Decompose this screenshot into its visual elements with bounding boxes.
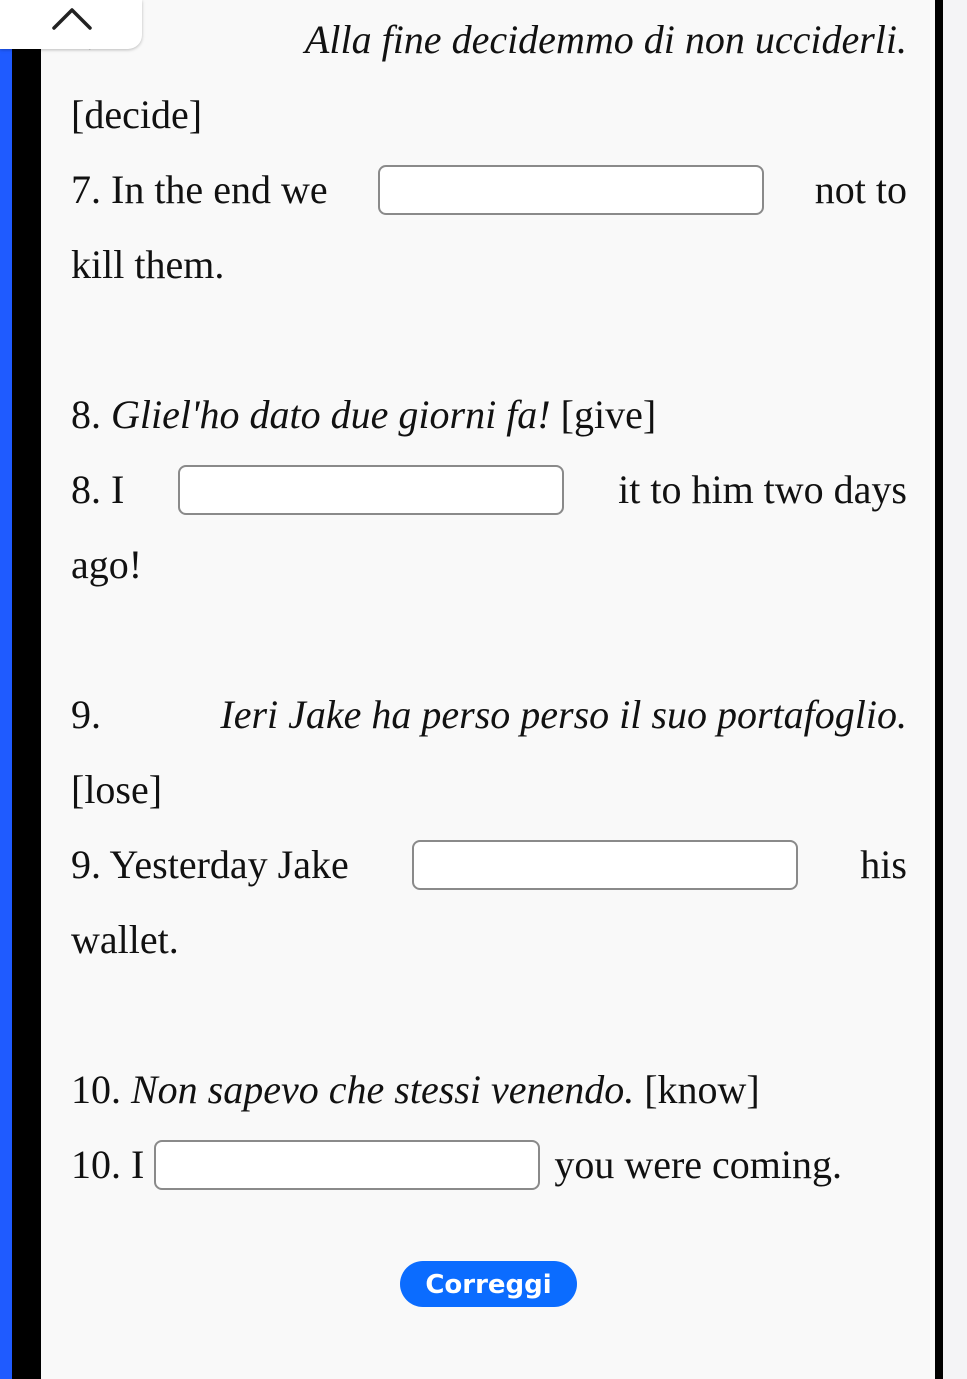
collapse-button[interactable] [0,0,142,49]
right-black-border [935,0,943,1379]
exercise-7-suffix: not to [814,167,907,212]
exercise-9-answer-input[interactable] [412,840,798,890]
chevron-up-icon [50,4,94,32]
exercise-7-continuation: kill them. [71,242,225,287]
exercise-9-continuation: wallet. [71,917,179,962]
exercise-7-answer-input[interactable] [378,165,764,215]
exercise-9-suffix: his [860,842,907,887]
exercise-8-english [71,465,907,515]
exercise-8-suffix: it to him two days [618,467,907,512]
exercise-8-italian: 8. Gliel'ho dato due giorni fa! [give] [71,392,657,437]
exercise-7-italian-text: Alla fine decidemmo di non ucciderli. [304,17,907,62]
exercise-7-prefix: 7. In the end we [71,167,328,212]
exercise-9-english [71,840,907,890]
exercise-10-prefix: 10. I [71,1142,145,1187]
exercise-10-suffix: you were coming. [554,1142,843,1187]
exercise-9-italian: 9. Ieri Jake ha perso perso il suo portafoglio. [71,692,907,737]
exercise-7-english [71,165,907,215]
exercise-7-hint: [decide] [71,92,203,137]
left-black-border [12,0,41,1379]
check-answers-button[interactable]: Correggi [400,1261,577,1307]
exercise-10-answer-input[interactable] [154,1140,540,1190]
exercise-10-italian: 10. Non sapevo che stessi venendo. [know] [71,1067,760,1112]
exercise-8-continuation: ago! [71,542,143,587]
left-blue-frame [0,0,12,1379]
right-gutter [943,0,967,1379]
exercise-8-prefix: 8. I [71,467,125,512]
exercise-panel [41,0,935,1379]
exercise-8-answer-input[interactable] [178,465,564,515]
exercise-9-prefix: 9. Yesterday Jake [71,842,349,887]
exercise-9-hint: [lose] [71,767,163,812]
exercise-10-english [71,1140,907,1190]
exercise-7-italian [71,15,907,65]
